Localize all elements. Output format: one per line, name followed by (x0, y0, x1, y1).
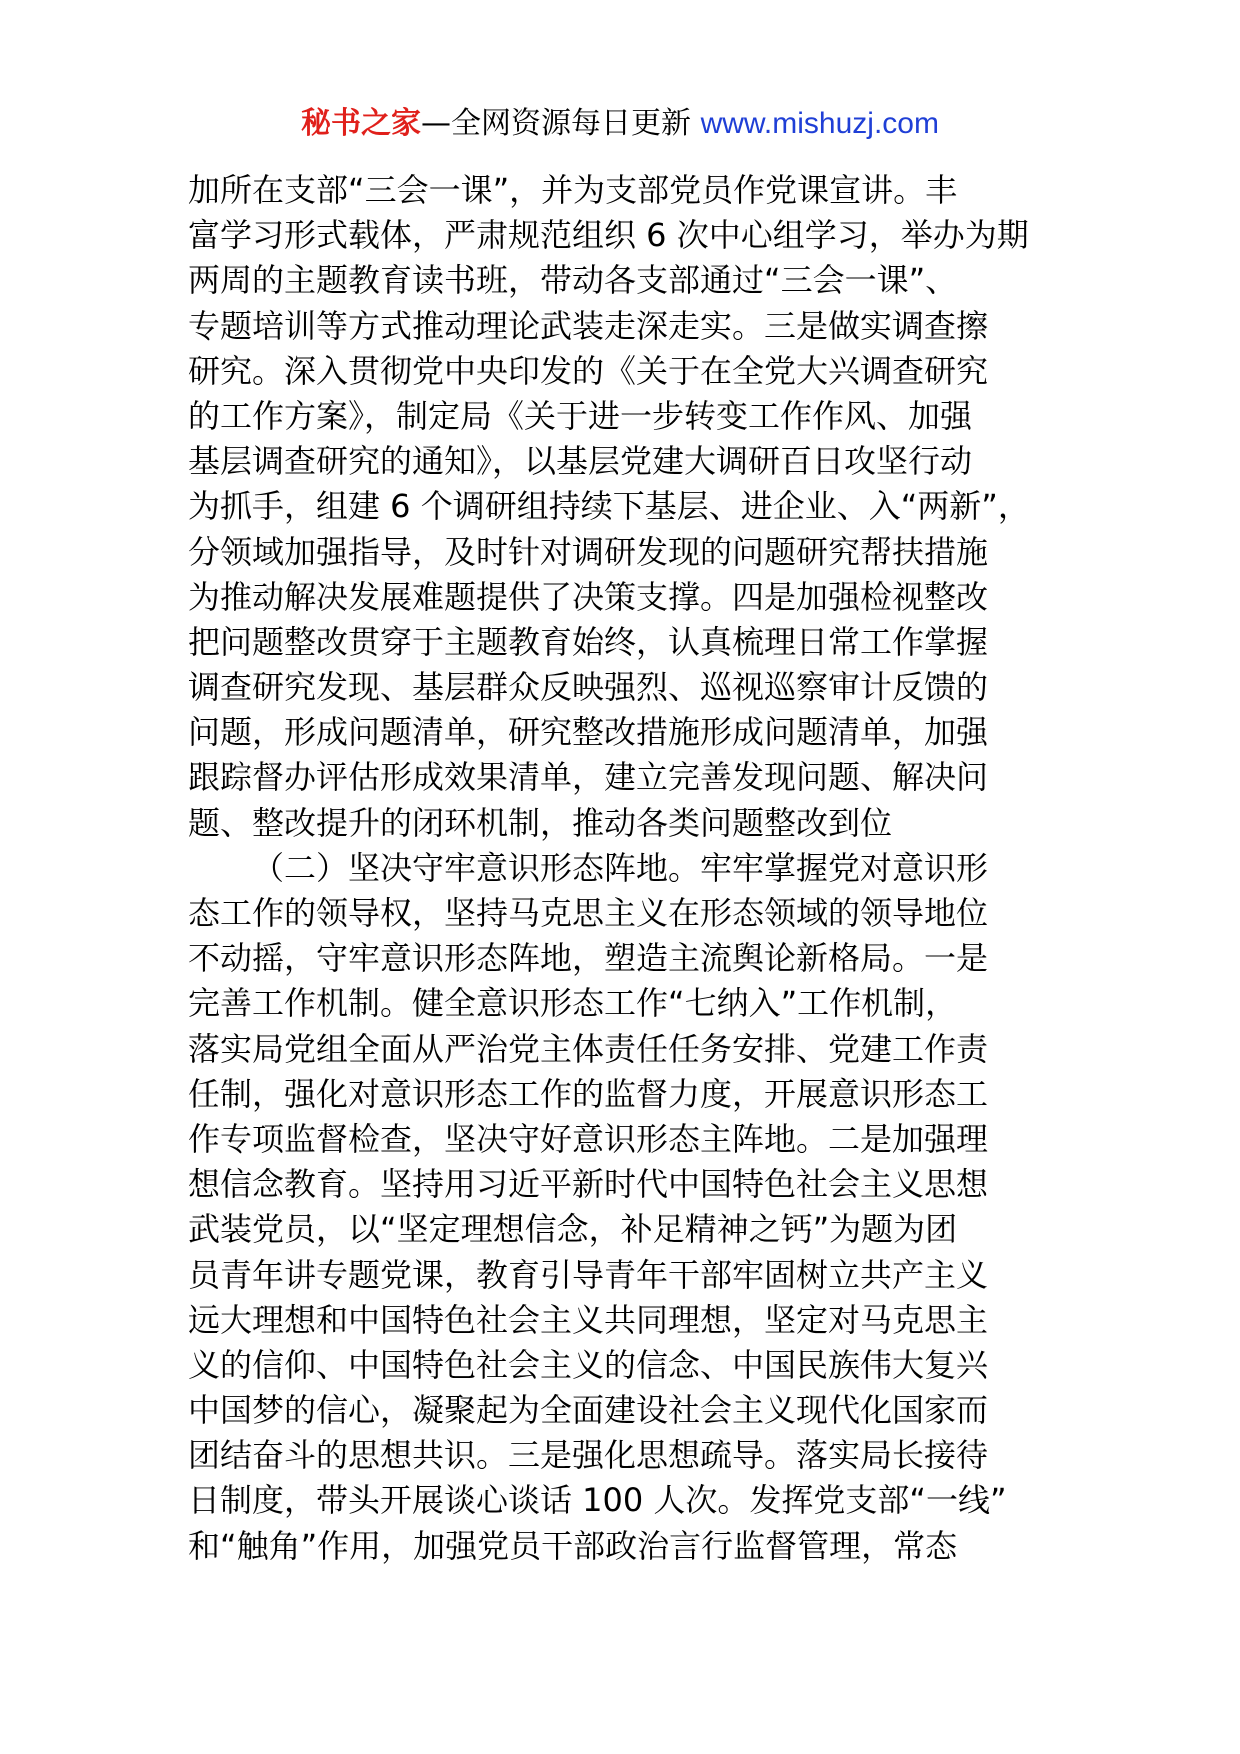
text-line: 完善工作机制。健全意识形态工作“七纳入”工作机制， (188, 984, 958, 1023)
text-line: 基层调查研究的通知》，以基层党建大调研百日攻坚行动 (188, 442, 973, 481)
text-line: 把问题整改贯穿于主题教育始终，认真梳理日常工作掌握 (188, 622, 989, 661)
brand-name: 秘书之家 (301, 106, 422, 141)
text-line: 富学习形式载体，严肃规范组织 6 次中心组学习，举办为期 (188, 216, 1029, 255)
paragraph-party-building (188, 168, 1058, 846)
text-line: 中国梦的信心，凝聚起为全面建设社会主义现代化国家而 (188, 1391, 989, 1430)
header-slogan: —全网资源每日更新 (421, 106, 701, 141)
site-url-link[interactable]: www.mishuzj.com (700, 107, 939, 140)
text-line: 两周的主题教育读书班，带动各支部通过“三会一课”、 (188, 261, 958, 300)
text-line: （二）坚决守牢意识形态阵地。牢牢掌握党对意识形 (252, 848, 989, 887)
text-line: 远大理想和中国特色社会主义共同理想，坚定对马克思主 (188, 1300, 989, 1339)
text-line: 为抓手，组建 6 个调研组持续下基层、进企业、入“两新”， (188, 487, 1030, 526)
text-line: 任制，强化对意识形态工作的监督力度，开展意识形态工 (188, 1074, 989, 1113)
document-body (188, 168, 1058, 1569)
page-header (0, 104, 1240, 144)
text-line: 武装党员，以“坚定理想信念，补足精神之钙”为题为团 (188, 1210, 958, 1249)
text-line: 问题，形成问题清单，研究整改措施形成问题清单，加强 (188, 713, 989, 752)
text-line: 团结奋斗的思想共识。三是强化思想疏导。落实局长接待 (188, 1436, 989, 1475)
text-line: 的工作方案》，制定局《关于进一步转变工作作风、加强 (188, 396, 973, 435)
text-line: 作专项监督检查，坚决守好意识形态主阵地。二是加强理 (188, 1119, 989, 1158)
text-line: 想信念教育。坚持用习近平新时代中国特色社会主义思想 (188, 1165, 989, 1204)
text-line: 题、整改提升的闭环机制，推动各类问题整改到位 (188, 803, 893, 842)
text-line: 为推动解决发展难题提供了决策支撑。四是加强检视整改 (188, 577, 989, 616)
text-line: 研究。深入贯彻党中央印发的《关于在全党大兴调查研究 (188, 351, 989, 390)
text-line: 跟踪督办评估形成效果清单，建立完善发现问题、解决问 (188, 758, 989, 797)
text-line: 分领域加强指导，及时针对调研发现的问题研究帮扶措施 (188, 532, 989, 571)
text-line: 加所在支部“三会一课”，并为支部党员作党课宣讲。丰 (188, 171, 958, 209)
text-line: 义的信仰、中国特色社会主义的信念、中国民族伟大复兴 (188, 1345, 989, 1384)
text-line: 不动摇，守牢意识形态阵地，塑造主流舆论新格局。一是 (188, 939, 989, 978)
text-line: 态工作的领导权，坚持马克思主义在形态领域的领导地位 (188, 894, 989, 932)
text-line: 和“触角”作用，加强党员干部政治言行监督管理，常态 (188, 1526, 958, 1565)
text-line: 落实局党组全面从严治党主体责任任务安排、党建工作责 (188, 1029, 989, 1068)
text-line: 专题培训等方式推动理论武装走深走实。三是做实调查擦 (188, 306, 989, 345)
text-line: 员青年讲专题党课，教育引导青年干部牢固树立共产主义 (188, 1255, 989, 1294)
text-line: 日制度，带头开展谈心谈话 100 人次。发挥党支部“一线” (188, 1481, 1007, 1520)
paragraph-ideology (188, 846, 1058, 1569)
text-line: 调查研究发现、基层群众反映强烈、巡视巡察审计反馈的 (188, 668, 989, 707)
